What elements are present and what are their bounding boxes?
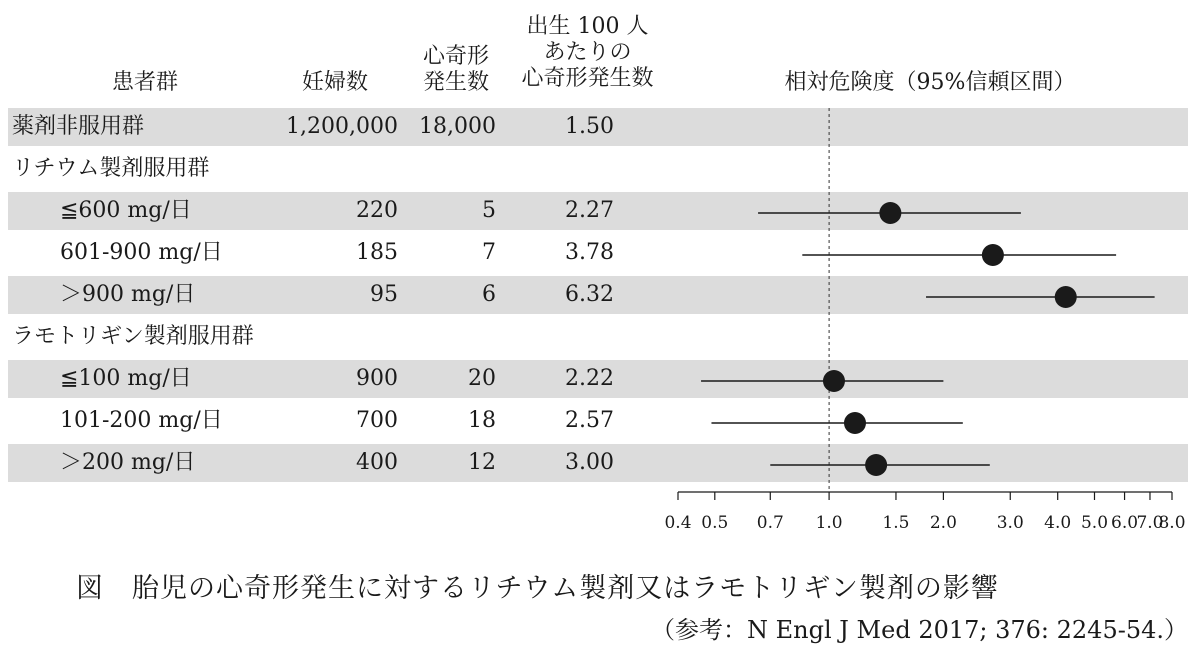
x-tick-label: 5.0 [1080,513,1109,533]
x-tick-label: 4.0 [1044,513,1072,533]
figure-reference: （参考：N Engl J Med 2017; 376: 2245-54.） [651,616,1188,644]
row-pregnancies: 900 [356,366,398,391]
x-tick-label: 6.0 [1111,513,1139,533]
header-cardiac-line2: 発生数 [422,70,489,95]
row-name: ＞200 mg/日 [60,450,196,475]
row-name: ≦600 mg/日 [60,198,192,223]
group-title-lamotrigine: ラモトリギン製剤服用群 [12,324,254,349]
header-group: 患者群 [111,70,178,95]
row-name: 101-200 mg/日 [60,408,223,433]
row-rate: 6.32 [565,282,614,307]
x-tick-label: 2.0 [929,513,957,533]
header-rate-line3: 心奇形発生数 [521,66,654,91]
x-tick-label: 8.0 [1158,513,1186,533]
row-rate: 2.27 [565,198,614,223]
row-pregnancies: 400 [356,450,398,475]
row-cardiac: 5 [482,198,496,223]
row-pregnancies: 1,200,000 [286,114,398,139]
figure-caption: 図 胎児の心奇形発生に対するリチウム製剤又はラモトリギン製剤の影響 [76,573,999,604]
x-tick-label: 7.0 [1136,513,1164,533]
header-rate-line2: あたりの [543,40,632,65]
x-tick-label: 0.5 [701,513,729,533]
row-cardiac: 6 [482,282,496,307]
x-tick-label: 3.0 [996,513,1024,533]
point-estimate [879,202,901,224]
row-name: 601-900 mg/日 [60,240,223,265]
row-pregnancies: 700 [356,408,398,433]
row-pregnancies: 95 [370,282,398,307]
x-tick-label: 1.5 [882,513,910,533]
row-cardiac: 7 [482,240,496,265]
row-pregnancies: 185 [356,240,398,265]
header-cardiac-line1: 心奇形 [422,44,489,69]
row-rate: 2.57 [565,408,614,433]
point-estimate [865,454,887,476]
header-rate-line1: 出生 100 人 [526,14,649,39]
row-cardiac: 12 [468,450,496,475]
x-tick-label: 0.7 [756,513,784,533]
point-estimate [844,412,866,434]
x-tick-label: 1.0 [815,513,843,533]
header-pregnancies: 妊婦数 [301,70,368,95]
row-rate: 3.78 [565,240,614,265]
row-name: 薬剤非服用群 [12,114,145,139]
row-rate: 2.22 [565,366,614,391]
row-cardiac: 18,000 [419,114,496,139]
row-pregnancies: 220 [356,198,398,223]
row-rate: 1.50 [565,114,614,139]
row-name: ≦100 mg/日 [60,366,192,391]
row-name: ＞900 mg/日 [60,282,196,307]
row-cardiac: 20 [468,366,496,391]
x-tick-label: 0.4 [664,513,692,533]
header-relative-risk: 相対危険度（95%信頼区間） [784,70,1076,95]
row-cardiac: 18 [468,408,496,433]
point-estimate [1055,286,1077,308]
point-estimate [982,244,1004,266]
group-title-lithium: リチウム製剤服用群 [12,156,210,181]
row-rate: 3.00 [565,450,614,475]
point-estimate [823,370,845,392]
